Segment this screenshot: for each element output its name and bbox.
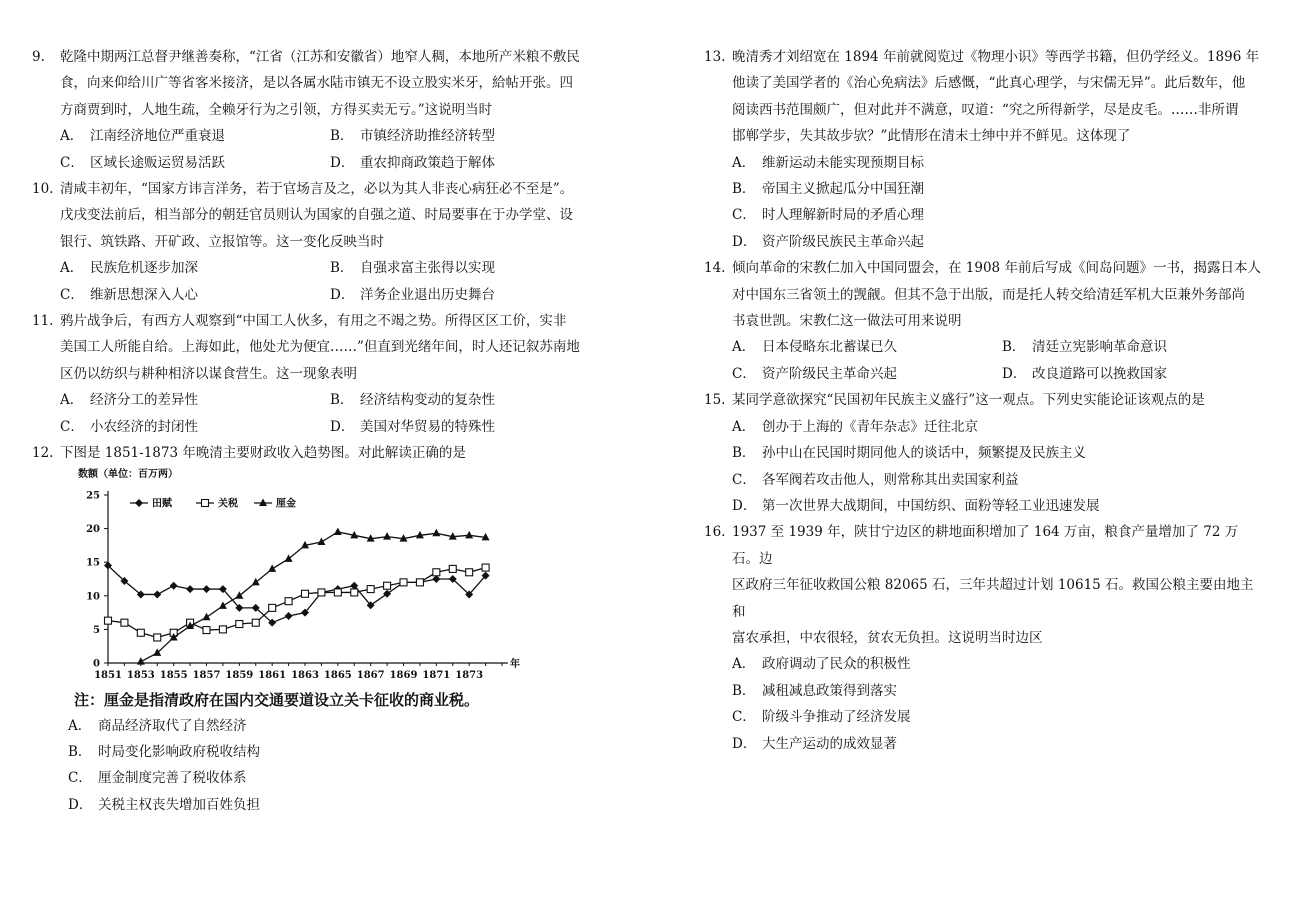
- option-a[interactable]: A． 维新运动未能实现预期目标: [732, 154, 924, 171]
- options-list: [704, 414, 1264, 520]
- x-axis-label: 年: [510, 658, 520, 670]
- y-tick-label: 10: [86, 590, 100, 602]
- option-d[interactable]: D． 大生产运动的成效显著: [732, 735, 897, 752]
- customs-duty-point: [433, 568, 440, 575]
- legend-label: 田赋: [152, 498, 172, 509]
- question-text-line: 他读了美国学者的《治心免病法》后感慨，“此真心理学，与宋儒无异”。此后数年，他: [732, 75, 1246, 92]
- question-15: [704, 387, 1264, 519]
- lijin-point: [268, 564, 276, 572]
- option-d[interactable]: D． 资产阶级民族民主革命兴起: [732, 233, 924, 250]
- question-text-line: 清咸丰初年，“国家方讳言洋务，若于官场言及之，必以为其人非丧心病狂必不至是”。: [60, 181, 574, 198]
- x-tick-label: 1851: [94, 669, 122, 681]
- lijin-point: [235, 591, 243, 599]
- lijin-point: [137, 657, 145, 665]
- option-d[interactable]: D． 改良道路可以挽救国家: [1002, 365, 1167, 382]
- lijin-point: [383, 532, 391, 540]
- question-text-line: 1937 至 1939 年，陕甘宁边区的耕地面积增加了 164 万亩，粮食产量增加了 72 万石。边: [732, 524, 1239, 567]
- customs-duty-point: [351, 588, 358, 595]
- land-tax-point: [383, 589, 391, 597]
- customs-duty-point: [252, 619, 259, 626]
- options-list: [704, 651, 1264, 757]
- y-tick-label: 20: [86, 523, 100, 535]
- question-12: [32, 440, 592, 818]
- options-grid: [32, 387, 592, 440]
- lijin-point: [432, 528, 440, 536]
- options-list: [32, 713, 592, 819]
- customs-duty-point: [137, 629, 144, 636]
- question-number: 10.: [32, 181, 54, 198]
- land-tax-series-line: [108, 565, 486, 622]
- question-number: 14.: [704, 260, 726, 277]
- customs-duty-point: [334, 588, 341, 595]
- x-tick-label: 1853: [126, 669, 155, 681]
- chart-note: 注：厘金是指清政府在国内交通要道设立关卡征收的商业税。: [74, 690, 480, 709]
- option-c[interactable]: C． 资产阶级民主革命兴起: [732, 365, 897, 382]
- y-tick-label: 25: [86, 490, 100, 501]
- question-9: [32, 44, 592, 176]
- question-number: 13.: [704, 49, 726, 65]
- options-grid: [32, 255, 592, 308]
- question-text-line: 食，向来仰给川广等省客米接济，是以各属水陆市镇无不设立股实米牙，給帖开张。四: [60, 75, 573, 92]
- question-text-line: 戊戌变法前后，相当部分的朝廷官员则认为国家的自强之道、时局要事在于办学堂、设: [60, 207, 573, 224]
- x-tick-label: 1863: [291, 669, 319, 681]
- question-text-line: 对中国东三省领土的觊觎。但其不急于出版，而是托人转交给清廷军机大臣兼外务部尚: [732, 286, 1245, 303]
- lijin-point: [252, 577, 260, 585]
- x-tick-label: 1857: [192, 669, 221, 681]
- lijin-point: [465, 530, 473, 538]
- question-text-line: 书袁世凯。宋教仁这一做法可用来说明: [732, 313, 962, 330]
- option-a[interactable]: A． 民族危机逐步加深: [60, 260, 198, 277]
- options-list: [704, 150, 1264, 256]
- option-a[interactable]: A． 经济分工的差异性: [60, 392, 198, 409]
- lijin-point: [285, 554, 293, 562]
- lijin-point: [203, 612, 211, 620]
- option-c[interactable]: C． 时人理解新时局的矛盾心理: [732, 207, 924, 224]
- customs-duty-point: [121, 619, 128, 626]
- options-grid: [704, 334, 1264, 387]
- option-c[interactable]: C． 维新思想深入人心: [60, 286, 198, 303]
- question-text-line: 邯郸学步，失其故步欤？”此情形在清末士绅中并不鲜见。这体现了: [732, 128, 1131, 145]
- question-text-line: 美国工人所能自给。上海如此，他处尤为便宜……”但直到光绪年间，时人还记叙苏南地: [60, 339, 580, 356]
- option-c[interactable]: C． 小农经济的封闭性: [60, 418, 198, 435]
- option-b[interactable]: B． 时局变化影响政府税收结构: [68, 743, 260, 760]
- x-tick-label: 1867: [356, 669, 385, 681]
- question-text-line: 银行、筑铁路、开矿政、立报馆等。这一变化反映当时: [60, 233, 384, 250]
- y-tick-label: 0: [93, 658, 100, 669]
- question-text-line: 乾隆中期两江总督尹继善奏称，“江省（江苏和安徽省）地窄人稠，本地所产米粮不敷民: [60, 49, 580, 65]
- option-c[interactable]: C． 区域长途贩运贸易活跃: [60, 154, 225, 171]
- x-tick-label: 1865: [323, 669, 352, 681]
- option-a[interactable]: A． 日本侵略东北蓄谋已久: [732, 339, 897, 356]
- option-b[interactable]: B． 清廷立宪影响革命意识: [1002, 339, 1167, 356]
- option-a[interactable]: A． 政府调动了民众的积极性: [732, 656, 911, 673]
- question-number: 12.: [32, 445, 54, 462]
- customs-duty-point: [318, 588, 325, 595]
- customs-duty-point: [416, 578, 423, 585]
- lijin-point: [219, 601, 227, 609]
- question-11: [32, 308, 592, 440]
- customs-duty-point: [269, 604, 276, 611]
- legend-marker: [202, 499, 209, 506]
- land-tax-point: [285, 611, 293, 619]
- option-d[interactable]: D． 美国对华贸易的特殊性: [330, 418, 495, 435]
- question-text-line: 晚清秀才刘绍宽在 1894 年前就阅览过《物理小识》等西学书籍，但仍学经义。1896 年: [732, 49, 1260, 65]
- land-tax-point: [170, 581, 178, 589]
- customs-duty-point: [236, 620, 243, 627]
- customs-duty-point: [219, 625, 226, 632]
- y-tick-label: 15: [86, 557, 100, 569]
- option-d[interactable]: D． 洋务企业退出历史舞台: [330, 286, 495, 303]
- option-b[interactable]: B． 经济结构变动的复杂性: [330, 392, 495, 409]
- option-c[interactable]: C． 厘金制度完善了税收体系: [68, 770, 247, 787]
- option-c[interactable]: C． 阶级斗争推动了经济发展: [732, 709, 911, 726]
- option-c[interactable]: C． 各军阀若攻击他人，则常称其出卖国家利益: [732, 471, 1019, 488]
- customs-duty-point: [285, 597, 292, 604]
- option-b[interactable]: B． 孙中山在民国时期同他人的谈话中，频繁提及民族主义: [732, 445, 1086, 462]
- option-a[interactable]: A． 商品经济取代了自然经济: [68, 717, 247, 734]
- question-text-line: 区仍以纺织与耕种相济以谋食营生。这一现象表明: [60, 365, 357, 382]
- question-text-line: 倾向革命的宋教仁加入中国同盟会，在 1908 年前后写成《间岛问题》一书，揭露日本人: [732, 260, 1261, 277]
- question-number: 9.: [32, 49, 45, 65]
- land-tax-point: [203, 585, 211, 593]
- lijin-point: [334, 527, 342, 535]
- question-number: 11.: [32, 313, 54, 330]
- customs-duty-point: [466, 568, 473, 575]
- options-grid: [32, 123, 592, 176]
- chart-svg: [70, 467, 530, 685]
- legend-label: 关税: [218, 498, 238, 509]
- question-text-line: 鸦片战争后，有西方人观察到“中国工人伙多，有用之不竭之势。所得区区工价，实非: [60, 313, 567, 330]
- question-14: [704, 255, 1264, 387]
- customs-duty-point: [367, 585, 374, 592]
- customs-duty-point: [449, 565, 456, 572]
- legend-label: 厘金: [276, 498, 296, 509]
- x-tick-label: 1859: [225, 669, 254, 681]
- question-10: [32, 176, 592, 308]
- x-tick-label: 1855: [159, 669, 188, 681]
- y-tick-label: 5: [93, 624, 100, 636]
- customs-duty-point: [302, 590, 309, 597]
- option-a[interactable]: A． 创办于上海的《青年杂志》迁往北京: [732, 418, 978, 435]
- option-b[interactable]: B． 帝国主义掀起瓜分中国狂潮: [732, 181, 924, 198]
- lijin-series-line: [141, 531, 486, 661]
- land-tax-point: [186, 585, 194, 593]
- question-text-line: 阅读西书范围颇广，但对此并不满意，叹道：“究之所得新学，尽是皮毛。……非所谓: [732, 101, 1239, 118]
- y-axis-label: 数额（单位：百万两）: [78, 468, 178, 480]
- option-d[interactable]: D． 关税主权丧失增加百姓负担: [68, 796, 260, 813]
- x-tick-label: 1871: [422, 669, 451, 681]
- customs-duty-series-line: [108, 567, 486, 637]
- question-number: 15.: [704, 392, 726, 409]
- lijin-point: [317, 537, 325, 545]
- option-a[interactable]: A． 江南经济地位严重衰退: [60, 128, 225, 145]
- revenue-trend-chart: [70, 467, 530, 685]
- question-text-line: 下图是 1851-1873 年晚清主要财政收入趋势图。对此解读正确的是: [60, 445, 466, 462]
- option-d[interactable]: D． 重农抑商政策趋于解体: [330, 154, 495, 171]
- customs-duty-point: [400, 578, 407, 585]
- x-tick-label: 1873: [455, 669, 484, 681]
- right-column: [704, 44, 1264, 757]
- x-tick-label: 1861: [258, 669, 287, 681]
- left-column: [32, 44, 592, 818]
- x-tick-label: 1869: [389, 669, 418, 681]
- customs-duty-point: [384, 582, 391, 589]
- question-16: [704, 519, 1264, 757]
- legend-marker: [259, 498, 267, 506]
- question-text-line: 富农承担，中农很轻，贫农无负担。这说明当时边区: [732, 629, 1043, 646]
- legend-marker: [135, 499, 143, 507]
- question-text-line: 方商贾到时，人地生疏，全赖牙行为之引领，方得买卖无亏。”这说明当时: [60, 101, 493, 118]
- option-b[interactable]: B． 市镇经济助推经济转型: [330, 128, 495, 145]
- land-tax-point: [153, 590, 161, 598]
- option-b[interactable]: B． 自强求富主张得以实现: [330, 260, 495, 277]
- question-text-line: 区政府三年征收救国公粮 82065 石，三年共超过计划 10615 石。救国公粮主要由地主和: [732, 577, 1254, 620]
- customs-duty-point: [105, 617, 112, 624]
- customs-duty-point: [482, 564, 489, 571]
- option-d[interactable]: D． 第一次世界大战期间，中国纺织、面粉等轻工业迅速发展: [732, 497, 1100, 514]
- question-number: 16.: [704, 524, 726, 541]
- question-text-line: 某同学意欲探究“民国初年民族主义盛行”这一观点。下列史实能论证该观点的是: [732, 392, 1205, 409]
- customs-duty-point: [203, 626, 210, 633]
- option-b[interactable]: B． 减租减息政策得到落实: [732, 682, 897, 699]
- customs-duty-point: [154, 633, 161, 640]
- question-13: [704, 44, 1264, 255]
